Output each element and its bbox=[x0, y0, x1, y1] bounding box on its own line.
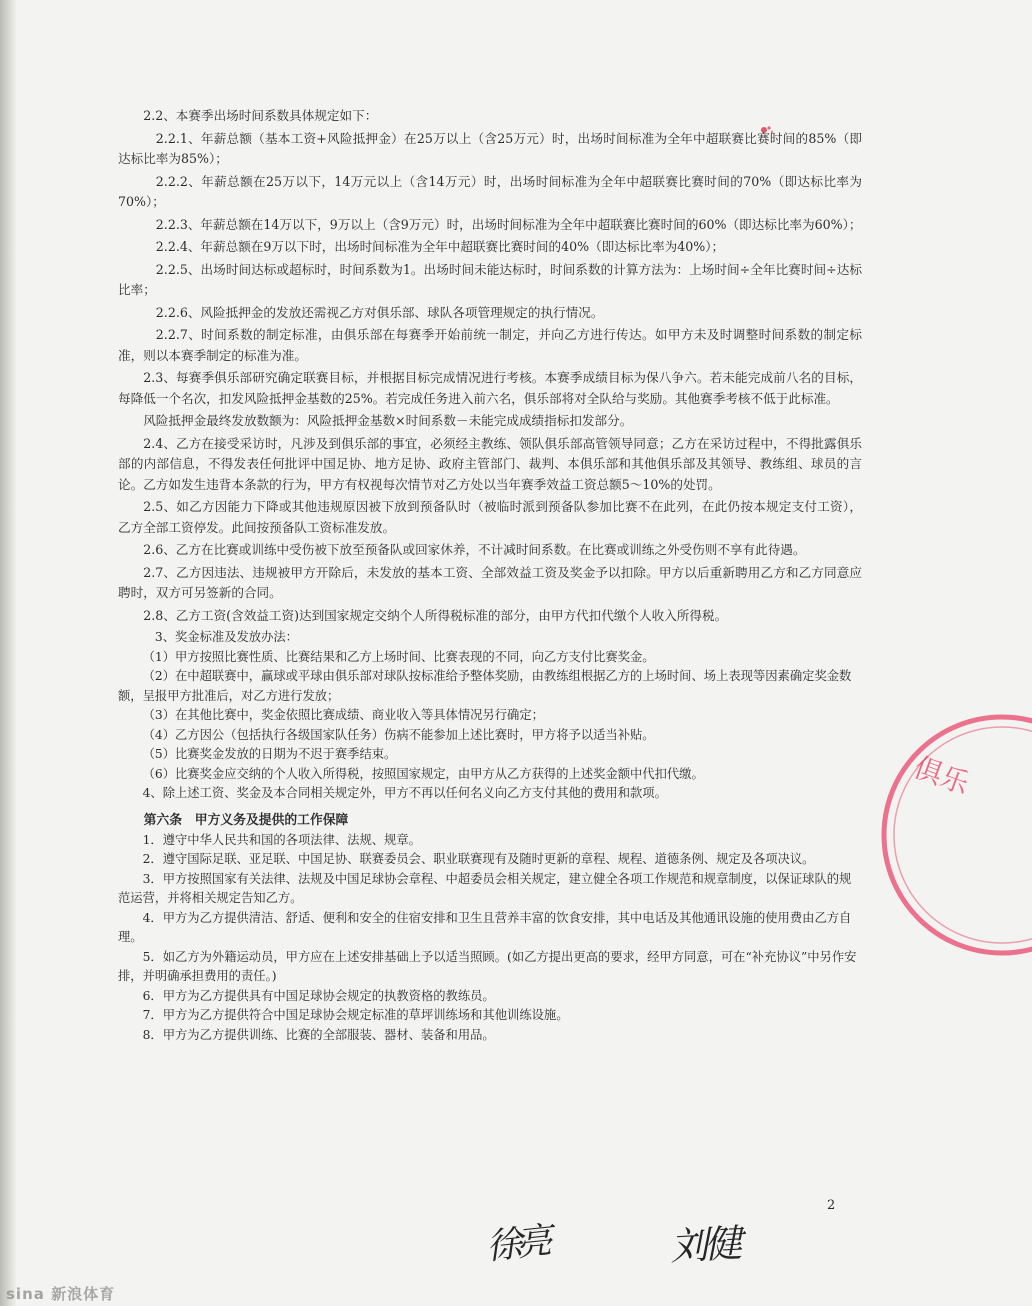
article-6-item-5: 5．如乙方为外籍运动员，甲方应在上述安排基础上予以适当照顾。(如乙方提出更高的要求，经甲方同意，可在“补充协议”中另作安排，并明确承担费用的责任。) bbox=[118, 949, 857, 983]
page-number: 2 bbox=[827, 1198, 836, 1213]
article-6-item-6: 6．甲方为乙方提供具有中国足球协会规定的执教资格的教练员。 bbox=[142, 988, 495, 1003]
article-6-item-8: 8．甲方为乙方提供训练、比赛的全部服装、器材、装备和用品。 bbox=[142, 1027, 495, 1042]
sina-sports-watermark: sina 新浪体育 bbox=[6, 1285, 116, 1303]
scan-edge bbox=[0, 0, 16, 1306]
clause-2-2-6: 2.2.6、风险抵押金的发放还需视乙方对俱乐部、球队各项管理规定的执行情况。 bbox=[155, 304, 604, 320]
clause-2-6: 2.6、乙方在比赛或训练中受伤被下放至预备队或回家休养，不计减时间系数。在比赛或训练之外受伤则不享有此待遇。 bbox=[143, 542, 806, 557]
bonus-item-6: （6）比赛奖金应交纳的个人收入所得税，按照国家规定，由甲方从乙方获得的上述奖金额中代扣代缴。 bbox=[142, 766, 704, 781]
article-6-heading: 第六条 甲方义务及提供的工作保障 bbox=[143, 812, 349, 828]
document-body bbox=[118, 106, 862, 1045]
bonus-title: 3、奖金标准及发放办法： bbox=[154, 630, 298, 644]
article-6-item-1: 1．遵守中华人民共和国的各项法律、法规、规章。 bbox=[142, 832, 421, 847]
clause-2-3: 2.3、每赛季俱乐部研究确定联赛目标，并根据目标完成情况进行考核。本赛季成绩目标为保八争六。若未能完成前八名的目标，每降低一个名次，扣发风险抵押金基数的25%。若完成任务进入前六名，俱乐部将对全队给与奖励。其他赛季考核不低于此标准。 bbox=[118, 370, 862, 406]
clause-4: 4、除上述工资、奖金及本合同相关规定外，甲方不再以任何名义向乙方支付其他的费用和款项。 bbox=[142, 786, 667, 800]
red-seal bbox=[872, 705, 974, 965]
clause-2-7: 2.7、乙方因违法、违规被甲方开除后，未发放的基本工资、全部效益工资及奖金予以扣除。甲方以后重新聘用乙方和乙方同意应聘时，双方可另签新的合同。 bbox=[118, 564, 862, 600]
clause-2-2-7: 2.2.7、时间系数的制定标准，由俱乐部在每赛季开始前统一制定，并向乙方进行传达。如甲方未及时调整时间系数的制定标准，则以本赛季制定的标准为准。 bbox=[118, 327, 862, 363]
seal-text: 俱乐 bbox=[909, 750, 974, 801]
bonus-item-3: （3）在其他比赛中，奖金依照比赛成绩、商业收入等具体情况另行确定； bbox=[142, 708, 544, 722]
clause-2-5: 2.5、如乙方因能力下降或其他违规原因被下放到预备队时（被临时派到预备队参加比赛不在此列，在此仍按本规定支付工资），乙方全部工资停发。此间按预备队工资标准发放。 bbox=[118, 499, 862, 535]
clause-2-2: 2.2、本赛季出场时间系数具体规定如下： bbox=[143, 108, 378, 123]
clause-2-2-1: 2.2.1、年薪总额（基本工资+风险抵押金）在25万以上（含25万元）时，出场时间标准为全年中超联赛比赛时间的85%（即达标比率为85%）； bbox=[118, 130, 862, 166]
signature-1: 徐亮 bbox=[484, 1220, 549, 1269]
clause-2-2-3: 2.2.3、年薪总额在14万以下，9万以上（含9万元）时，出场时间标准为全年中超联赛比赛时间的60%（即达标比率为60%）； bbox=[155, 216, 862, 232]
article-6-item-4: 4．甲方为乙方提供清洁、舒适、便利和安全的住宿安排和卫生且营养丰富的饮食安排，其中电话及其他通讯设施的使用费由乙方自理。 bbox=[118, 910, 852, 944]
signature-2: 刘健 bbox=[669, 1221, 740, 1269]
clause-2-2-4: 2.2.4、年薪总额在9万以下时，出场时间标准为全年中超联赛比赛时间的40%（即达标比率为40%）； bbox=[155, 239, 725, 254]
article-6-item-7: 7．甲方为乙方提供符合中国足球协会规定标准的草坪训练场和其他训练设施。 bbox=[142, 1008, 569, 1022]
bonus-item-2: （2）在中超联赛中，赢球或平球由俱乐部对球队按标准给予整体奖励，由教练组根据乙方的上场时间、场上表现等因素确定奖金数额，呈报甲方批准后，对乙方进行发放； bbox=[118, 669, 852, 703]
clause-2-8: 2.8、乙方工资(含效益工资)达到国家规定交纳个人所得税标准的部分，由甲方代扣代缴个人收入所得税。 bbox=[143, 607, 728, 623]
article-6-item-2: 2．遵守国际足联、亚足联、中国足协、联赛委员会、职业联赛现有及随时更新的章程、规程、道德条例、规定及各项决议。 bbox=[142, 852, 815, 866]
bonus-item-4: （4）乙方因公（包括执行各级国家队任务）伤病不能参加上述比赛时，甲方将予以适当补贴。 bbox=[142, 727, 655, 742]
seal-icon bbox=[872, 705, 1032, 965]
deposit-formula: 风险抵押金最终发放数额为：风险抵押金基数×时间系数－未能完成成绩指标扣发部分。 bbox=[143, 413, 633, 428]
clause-2-2-2: 2.2.2、年薪总额在25万以下，14万元以上（含14万元）时，出场时间标准为全年中超联赛比赛时间的70%（即达标比率为70%）； bbox=[118, 173, 862, 209]
article-6-item-3: 3．甲方按照国家有关法律、法规及中国足球协会章程、中超委员会相关规定，建立健全各项工作规范和规章制度，以保证球队的规范运营，并将相关规定告知乙方。 bbox=[118, 871, 852, 905]
clause-2-4: 2.4、乙方在接受采访时，凡涉及到俱乐部的事宜，必须经主教练、领队俱乐部高管领导同意；乙方在采访过程中，不得批露俱乐部的内部信息，不得发表任何批评中国足协、地方足协、政府主管部门、裁判、本俱乐部和其他俱乐部及其领导、教练组、球员的言论。乙方如发生违背本条款的行为，甲方有权视每次情节对乙方处以当年赛季效益工资总额5～10%的处罚。 bbox=[118, 435, 862, 492]
bonus-item-5: （5）比赛奖金发放的日期为不迟于赛季结束。 bbox=[142, 747, 397, 761]
bonus-item-1: （1）甲方按照比赛性质、比赛结果和乙方上场时间、比赛表现的不同，向乙方支付比赛奖金。 bbox=[142, 649, 655, 664]
clause-2-2-5: 2.2.5、出场时间达标或超标时，时间系数为1。出场时间未能达标时，时间系数的计算方法为：上场时间÷全年比赛时间÷达标比率； bbox=[118, 261, 862, 297]
